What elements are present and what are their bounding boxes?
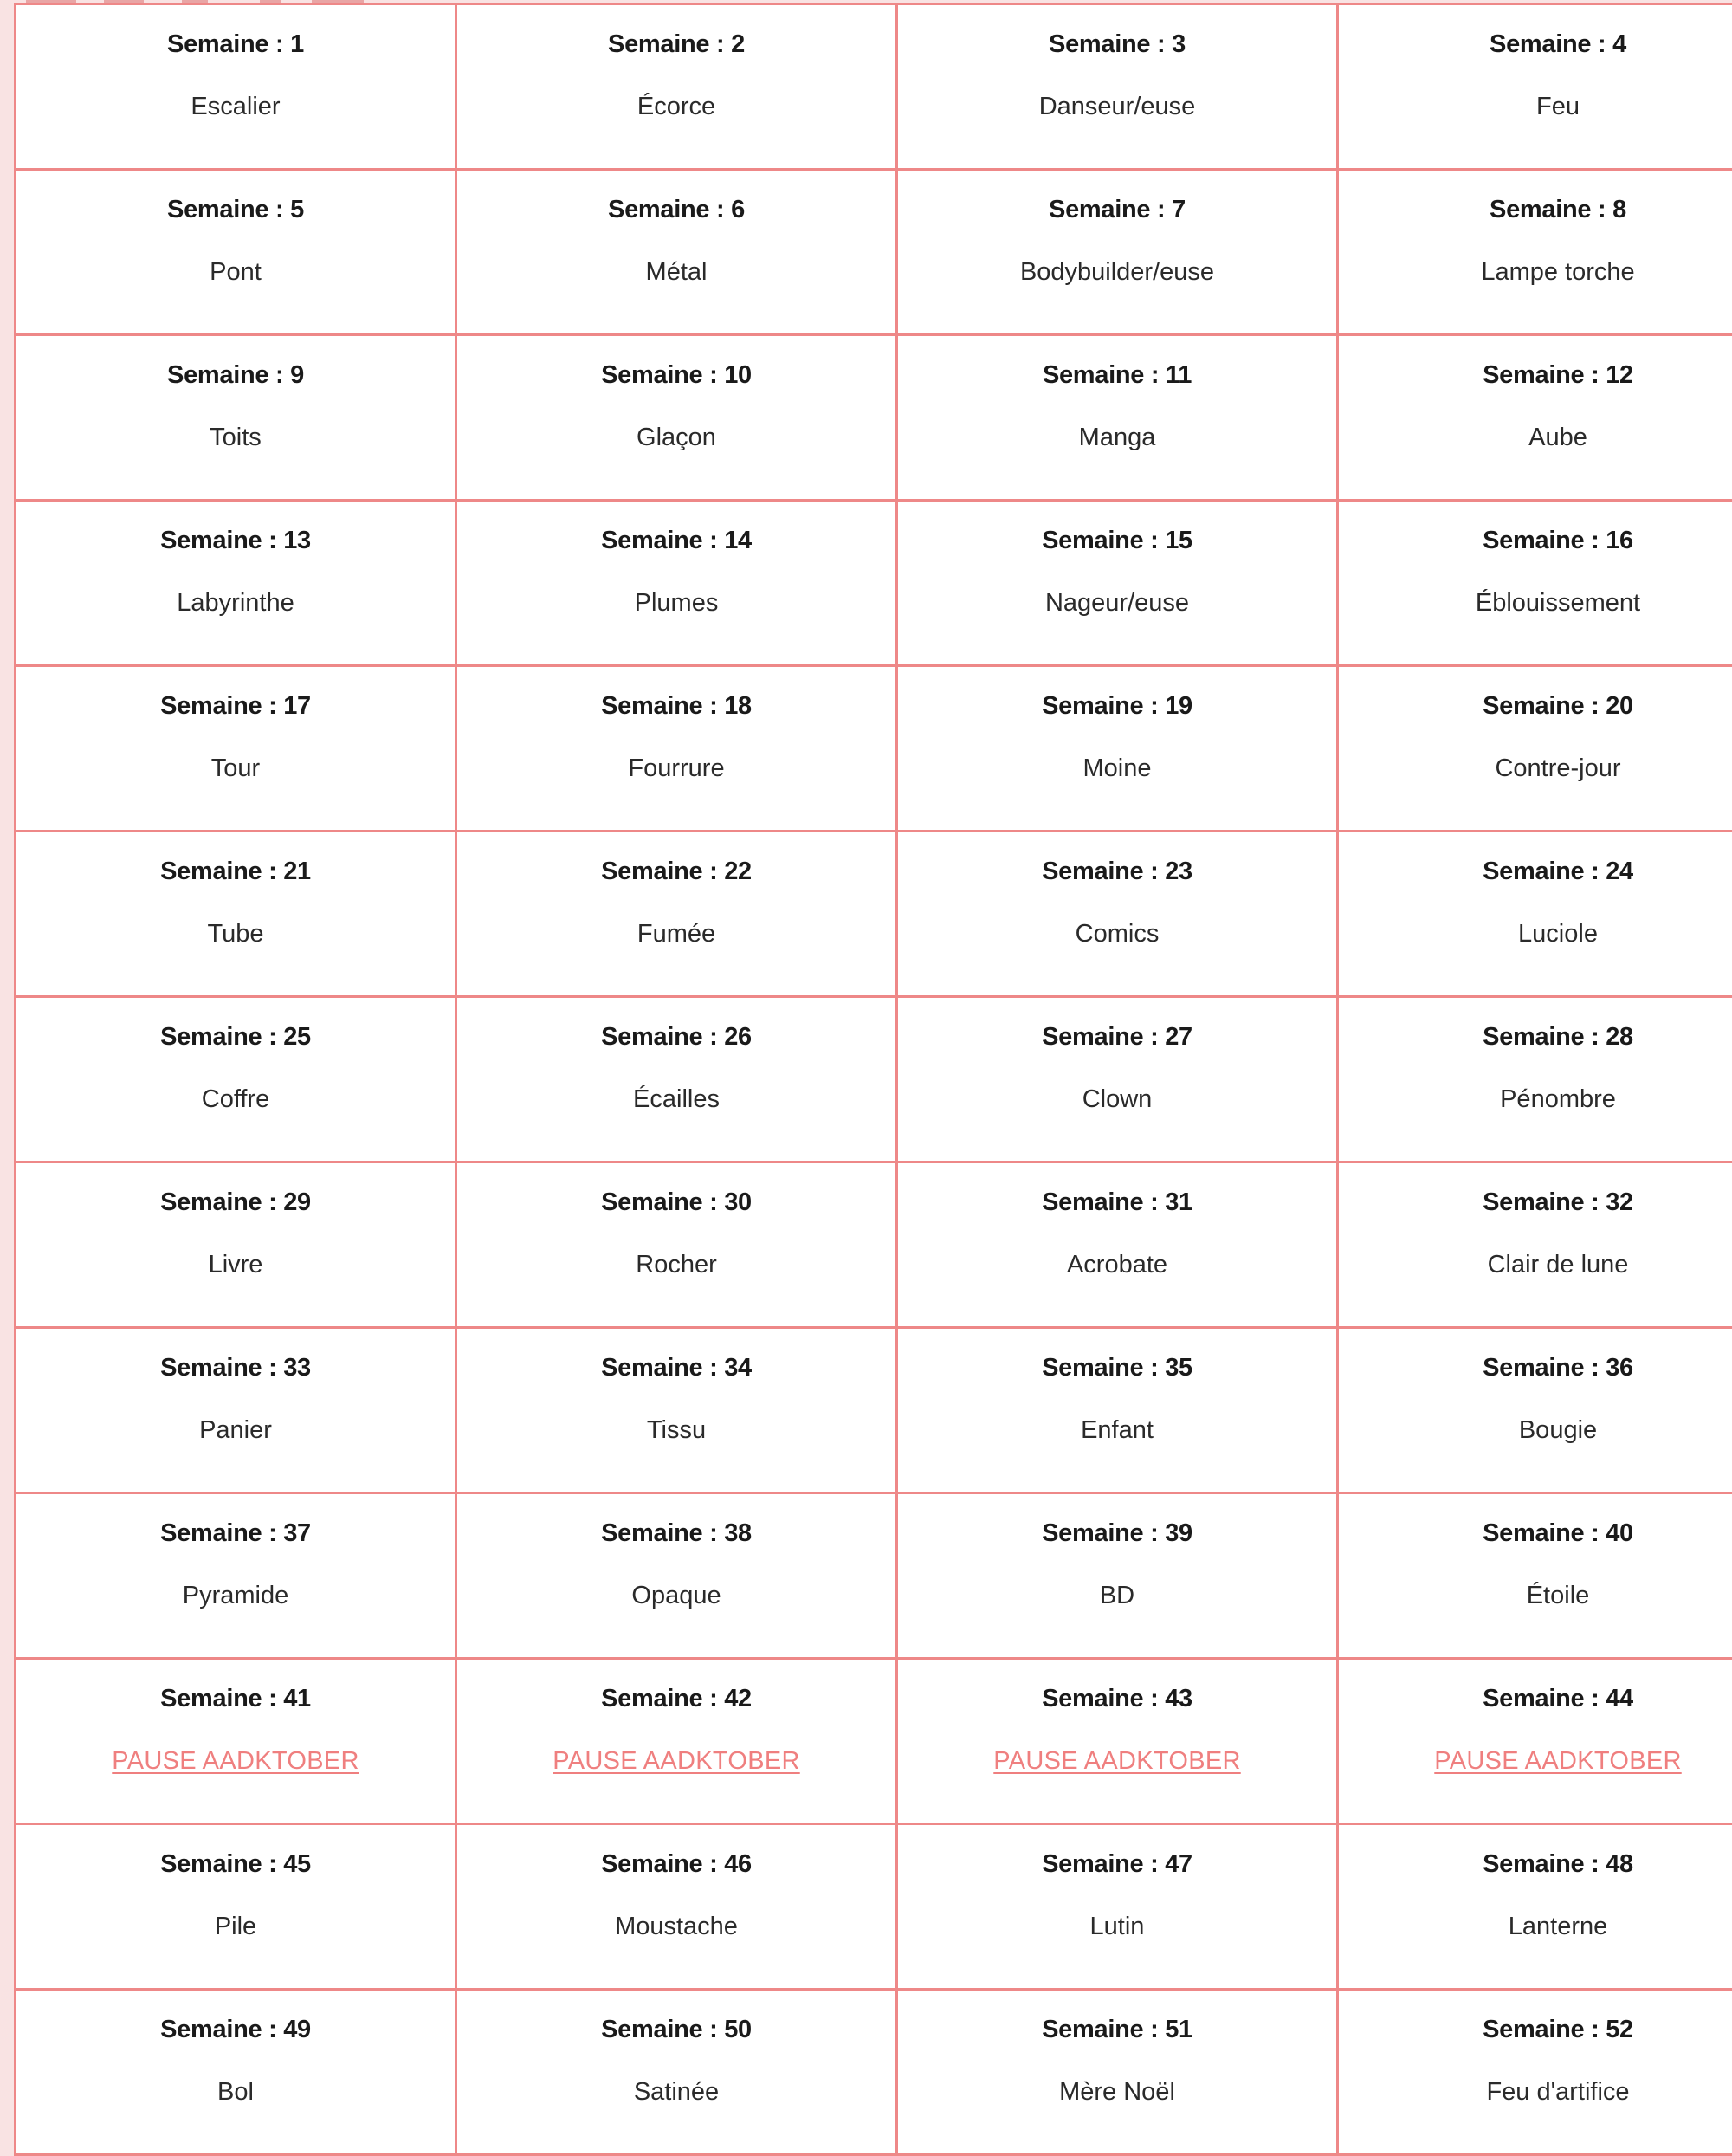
theme-label: Feu: [1339, 92, 1732, 121]
week-cell-content: [457, 5, 895, 121]
table-row: [16, 832, 1732, 997]
table-row: [16, 1659, 1732, 1824]
theme-label: Moustache: [457, 1912, 895, 1941]
weekly-themes-table: [14, 3, 1732, 2156]
week-number-label: Semaine : 24: [1339, 857, 1732, 886]
theme-label: Danseur/euse: [898, 92, 1336, 121]
pause-aadktober-link[interactable]: PAUSE AADKTOBER: [1339, 1746, 1732, 1776]
week-cell: [897, 997, 1338, 1162]
week-number-label: Semaine : 4: [1339, 29, 1732, 59]
week-cell-content: [457, 1494, 895, 1610]
week-cell-content: [1339, 1825, 1732, 1941]
theme-label: BD: [898, 1581, 1336, 1610]
week-cell-content: [457, 998, 895, 1114]
week-cell-content: [16, 171, 455, 287]
week-cell: [1338, 832, 1732, 997]
theme-label: Clair de lune: [1339, 1250, 1732, 1279]
pause-aadktober-link[interactable]: PAUSE AADKTOBER: [16, 1746, 455, 1776]
week-cell: [456, 1990, 897, 2155]
week-number-label: Semaine : 51: [898, 2015, 1336, 2044]
theme-label: Tissu: [457, 1415, 895, 1445]
week-cell-content: [898, 998, 1336, 1114]
week-cell: [897, 1162, 1338, 1328]
week-cell-content: [898, 5, 1336, 121]
week-cell-content: [1339, 1163, 1732, 1279]
week-cell-content: [457, 1660, 895, 1776]
table-row: [16, 170, 1732, 335]
week-number-label: Semaine : 26: [457, 1022, 895, 1052]
week-cell: [897, 666, 1338, 832]
week-number-label: Semaine : 47: [898, 1849, 1336, 1879]
week-cell-content: [1339, 998, 1732, 1114]
week-cell-content: [1339, 171, 1732, 287]
week-cell-content: [898, 1163, 1336, 1279]
week-cell: [16, 4, 456, 170]
theme-label: Acrobate: [898, 1250, 1336, 1279]
week-cell: [456, 1659, 897, 1824]
week-cell-content: [16, 502, 455, 618]
week-cell: [16, 1824, 456, 1990]
theme-label: Écailles: [457, 1084, 895, 1114]
week-cell-content: [1339, 1660, 1732, 1776]
theme-label: Pyramide: [16, 1581, 455, 1610]
week-number-label: Semaine : 31: [898, 1188, 1336, 1217]
theme-label: Étoile: [1339, 1581, 1732, 1610]
week-cell-content: [457, 832, 895, 949]
week-number-label: Semaine : 7: [898, 195, 1336, 224]
theme-label: Manga: [898, 423, 1336, 452]
table-row: [16, 1824, 1732, 1990]
week-cell: [456, 1824, 897, 1990]
week-number-label: Semaine : 23: [898, 857, 1336, 886]
week-number-label: Semaine : 28: [1339, 1022, 1732, 1052]
week-cell-content: [1339, 336, 1732, 452]
theme-label: Fourrure: [457, 754, 895, 783]
week-cell-content: [898, 1991, 1336, 2107]
week-cell: [16, 666, 456, 832]
week-cell: [16, 1990, 456, 2155]
week-cell: [456, 170, 897, 335]
theme-label: Lutin: [898, 1912, 1336, 1941]
week-cell-content: [898, 336, 1336, 452]
week-number-label: Semaine : 41: [16, 1684, 455, 1713]
week-number-label: Semaine : 13: [16, 526, 455, 555]
week-number-label: Semaine : 2: [457, 29, 895, 59]
week-number-label: Semaine : 40: [1339, 1518, 1732, 1548]
week-cell-content: [1339, 832, 1732, 949]
table-row: [16, 1990, 1732, 2155]
week-cell-content: [16, 5, 455, 121]
week-number-label: Semaine : 43: [898, 1684, 1336, 1713]
week-cell: [897, 4, 1338, 170]
theme-label: Tube: [16, 919, 455, 949]
week-cell-content: [16, 832, 455, 949]
week-number-label: Semaine : 1: [16, 29, 455, 59]
table-row: [16, 997, 1732, 1162]
week-number-label: Semaine : 42: [457, 1684, 895, 1713]
week-number-label: Semaine : 48: [1339, 1849, 1732, 1879]
week-number-label: Semaine : 18: [457, 691, 895, 721]
theme-label: Bodybuilder/euse: [898, 257, 1336, 287]
theme-label: Bol: [16, 2077, 455, 2107]
week-cell: [16, 1162, 456, 1328]
theme-label: Métal: [457, 257, 895, 287]
week-cell: [456, 1328, 897, 1493]
theme-label: Coffre: [16, 1084, 455, 1114]
week-cell: [456, 1162, 897, 1328]
week-cell-content: [1339, 1494, 1732, 1610]
week-number-label: Semaine : 39: [898, 1518, 1336, 1548]
week-number-label: Semaine : 21: [16, 857, 455, 886]
week-cell-content: [1339, 5, 1732, 121]
week-cell: [1338, 1659, 1732, 1824]
week-cell: [456, 4, 897, 170]
week-cell: [456, 997, 897, 1162]
week-cell: [16, 1493, 456, 1659]
theme-label: Nageur/euse: [898, 588, 1336, 618]
table-row: [16, 4, 1732, 170]
week-cell: [1338, 1493, 1732, 1659]
week-number-label: Semaine : 36: [1339, 1353, 1732, 1382]
week-cell-content: [898, 832, 1336, 949]
theme-label: Enfant: [898, 1415, 1336, 1445]
week-number-label: Semaine : 19: [898, 691, 1336, 721]
week-cell-content: [1339, 1991, 1732, 2107]
theme-label: Labyrinthe: [16, 588, 455, 618]
week-cell: [1338, 1328, 1732, 1493]
pause-aadktober-link[interactable]: PAUSE AADKTOBER: [898, 1746, 1336, 1776]
week-cell: [1338, 1990, 1732, 2155]
week-cell: [16, 170, 456, 335]
theme-label: Tour: [16, 754, 455, 783]
week-number-label: Semaine : 44: [1339, 1684, 1732, 1713]
table-row: [16, 1493, 1732, 1659]
week-cell-content: [898, 502, 1336, 618]
theme-label: Éblouissement: [1339, 588, 1732, 618]
week-cell-content: [16, 1660, 455, 1776]
week-number-label: Semaine : 33: [16, 1353, 455, 1382]
theme-label: Feu d'artifice: [1339, 2077, 1732, 2107]
week-cell: [456, 832, 897, 997]
week-number-label: Semaine : 3: [898, 29, 1336, 59]
week-cell: [897, 1990, 1338, 2155]
weekly-themes-grid: [14, 3, 1732, 2118]
week-number-label: Semaine : 38: [457, 1518, 895, 1548]
week-number-label: Semaine : 37: [16, 1518, 455, 1548]
week-number-label: Semaine : 8: [1339, 195, 1732, 224]
theme-label: Pile: [16, 1912, 455, 1941]
week-number-label: Semaine : 27: [898, 1022, 1336, 1052]
week-number-label: Semaine : 6: [457, 195, 895, 224]
week-number-label: Semaine : 46: [457, 1849, 895, 1879]
week-number-label: Semaine : 11: [898, 360, 1336, 390]
week-cell-content: [898, 1825, 1336, 1941]
week-cell-content: [898, 1660, 1336, 1776]
week-cell: [1338, 997, 1732, 1162]
theme-label: Glaçon: [457, 423, 895, 452]
week-cell-content: [1339, 1329, 1732, 1445]
week-cell: [1338, 666, 1732, 832]
week-cell-content: [16, 336, 455, 452]
table-row: [16, 335, 1732, 501]
week-cell-content: [457, 667, 895, 783]
theme-label: Plumes: [457, 588, 895, 618]
theme-label: Toits: [16, 423, 455, 452]
theme-label: Bougie: [1339, 1415, 1732, 1445]
week-number-label: Semaine : 49: [16, 2015, 455, 2044]
theme-label: Opaque: [457, 1581, 895, 1610]
week-cell-content: [457, 1329, 895, 1445]
week-cell: [16, 1328, 456, 1493]
theme-label: Satinée: [457, 2077, 895, 2107]
week-cell-content: [16, 1825, 455, 1941]
week-cell: [897, 1328, 1338, 1493]
week-cell: [456, 501, 897, 666]
theme-label: Pont: [16, 257, 455, 287]
week-cell-content: [1339, 667, 1732, 783]
week-cell: [1338, 335, 1732, 501]
week-cell-content: [16, 998, 455, 1114]
week-cell-content: [457, 1825, 895, 1941]
week-cell-content: [16, 1991, 455, 2107]
week-cell: [1338, 1162, 1732, 1328]
week-cell: [897, 832, 1338, 997]
week-number-label: Semaine : 10: [457, 360, 895, 390]
week-cell-content: [16, 667, 455, 783]
theme-label: Livre: [16, 1250, 455, 1279]
theme-label: Comics: [898, 919, 1336, 949]
week-cell-content: [457, 1163, 895, 1279]
week-number-label: Semaine : 34: [457, 1353, 895, 1382]
week-cell: [1338, 170, 1732, 335]
week-number-label: Semaine : 35: [898, 1353, 1336, 1382]
theme-label: Lanterne: [1339, 1912, 1732, 1941]
week-cell-content: [16, 1329, 455, 1445]
week-cell: [1338, 4, 1732, 170]
week-cell: [16, 997, 456, 1162]
week-cell: [897, 335, 1338, 501]
week-number-label: Semaine : 25: [16, 1022, 455, 1052]
week-number-label: Semaine : 12: [1339, 360, 1732, 390]
week-cell-content: [457, 1991, 895, 2107]
theme-label: Pénombre: [1339, 1084, 1732, 1114]
week-cell: [16, 832, 456, 997]
week-cell: [1338, 501, 1732, 666]
theme-label: Contre-jour: [1339, 754, 1732, 783]
theme-label: Escalier: [16, 92, 455, 121]
theme-label: Clown: [898, 1084, 1336, 1114]
week-number-label: Semaine : 15: [898, 526, 1336, 555]
theme-label: Écorce: [457, 92, 895, 121]
week-cell: [897, 1493, 1338, 1659]
week-cell-content: [898, 1329, 1336, 1445]
week-cell-content: [457, 336, 895, 452]
table-body: [16, 4, 1732, 2155]
week-number-label: Semaine : 30: [457, 1188, 895, 1217]
week-cell-content: [1339, 502, 1732, 618]
week-cell-content: [16, 1163, 455, 1279]
week-number-label: Semaine : 22: [457, 857, 895, 886]
table-row: [16, 1162, 1732, 1328]
week-cell: [456, 666, 897, 832]
week-cell-content: [898, 667, 1336, 783]
theme-label: Mère Noël: [898, 2077, 1336, 2107]
week-cell: [16, 1659, 456, 1824]
theme-label: Aube: [1339, 423, 1732, 452]
week-cell: [1338, 1824, 1732, 1990]
week-cell: [456, 1493, 897, 1659]
week-cell: [16, 335, 456, 501]
week-cell: [897, 170, 1338, 335]
week-cell: [897, 501, 1338, 666]
theme-label: Luciole: [1339, 919, 1732, 949]
table-row: [16, 666, 1732, 832]
theme-label: Lampe torche: [1339, 257, 1732, 287]
week-number-label: Semaine : 17: [16, 691, 455, 721]
week-number-label: Semaine : 5: [16, 195, 455, 224]
week-cell-content: [898, 171, 1336, 287]
week-number-label: Semaine : 14: [457, 526, 895, 555]
week-cell: [16, 501, 456, 666]
week-number-label: Semaine : 29: [16, 1188, 455, 1217]
week-number-label: Semaine : 45: [16, 1849, 455, 1879]
table-row: [16, 1328, 1732, 1493]
week-cell-content: [457, 171, 895, 287]
week-number-label: Semaine : 50: [457, 2015, 895, 2044]
theme-label: Panier: [16, 1415, 455, 1445]
theme-label: Rocher: [457, 1250, 895, 1279]
week-cell: [456, 335, 897, 501]
theme-label: Moine: [898, 754, 1336, 783]
pause-aadktober-link[interactable]: PAUSE AADKTOBER: [457, 1746, 895, 1776]
week-cell: [897, 1824, 1338, 1990]
week-number-label: Semaine : 16: [1339, 526, 1732, 555]
week-number-label: Semaine : 32: [1339, 1188, 1732, 1217]
table-row: [16, 501, 1732, 666]
week-number-label: Semaine : 9: [16, 360, 455, 390]
week-number-label: Semaine : 52: [1339, 2015, 1732, 2044]
week-cell-content: [457, 502, 895, 618]
theme-label: Fumée: [457, 919, 895, 949]
week-number-label: Semaine : 20: [1339, 691, 1732, 721]
week-cell-content: [16, 1494, 455, 1610]
week-cell: [897, 1659, 1338, 1824]
week-cell-content: [898, 1494, 1336, 1610]
